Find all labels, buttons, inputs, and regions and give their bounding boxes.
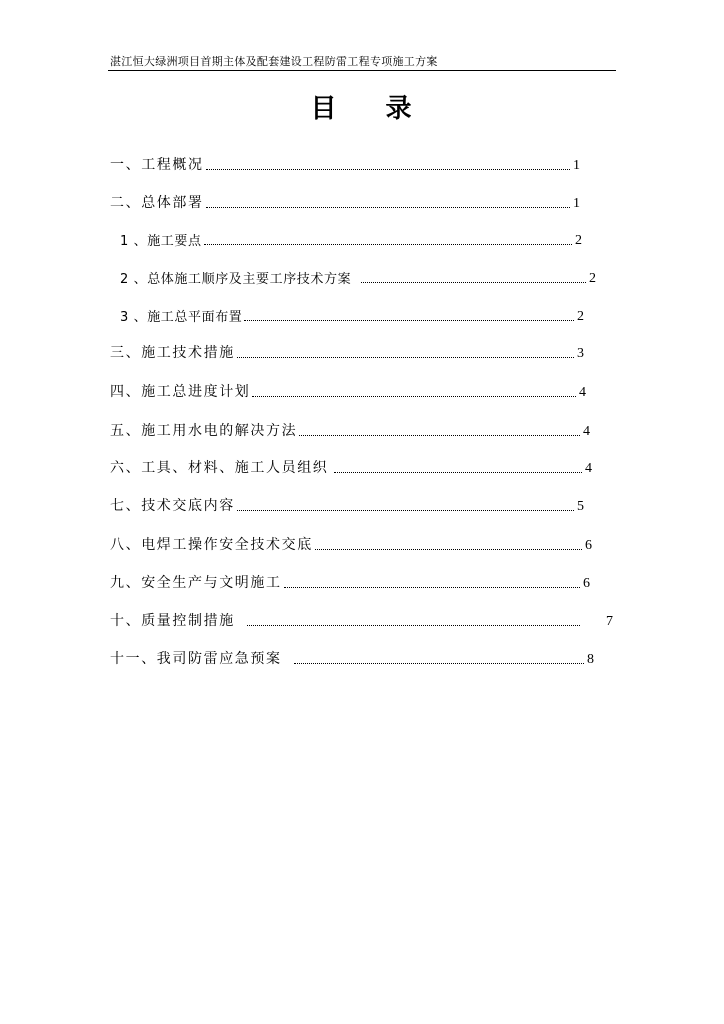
toc-entry-label: 3 、施工总平面布置 xyxy=(120,310,243,325)
toc-entry-page-number: 2 xyxy=(577,309,584,324)
dot-leader xyxy=(206,207,570,208)
toc-entry-label: 四、施工总进度计划 xyxy=(110,384,251,400)
toc-entry-label: 七、技术交底内容 xyxy=(110,498,235,514)
toc-entry xyxy=(110,648,594,668)
toc-entry-page-number: 3 xyxy=(577,346,584,361)
dot-leader xyxy=(206,169,570,170)
toc-entry xyxy=(110,154,580,174)
toc-entry-page-number: 2 xyxy=(589,271,596,286)
toc-entry-page-number: 6 xyxy=(585,538,592,553)
dot-leader xyxy=(237,510,574,511)
dot-leader xyxy=(252,396,576,397)
toc-entry xyxy=(110,534,592,554)
toc-entry xyxy=(120,229,582,249)
toc-entry-page-number: 4 xyxy=(583,424,590,439)
toc-entry xyxy=(110,495,584,515)
dot-leader xyxy=(244,320,574,321)
toc-entry-page-number: 8 xyxy=(587,652,594,667)
toc-entry xyxy=(110,610,613,630)
toc-entry xyxy=(110,420,590,440)
dot-leader xyxy=(237,357,574,358)
dot-leader xyxy=(315,549,582,550)
dot-leader xyxy=(361,282,586,283)
toc-entry xyxy=(110,342,584,362)
toc-entry-label: 五、施工用水电的解决方法 xyxy=(110,423,298,439)
toc-entry-page-number: 2 xyxy=(575,233,582,248)
toc-entry xyxy=(110,457,592,477)
toc-entry xyxy=(110,192,580,212)
dot-leader xyxy=(334,472,582,473)
toc-entry-label: 九、安全生产与文明施工 xyxy=(110,575,282,591)
dot-leader xyxy=(247,625,580,626)
toc-entry-label: 六、工具、材料、施工人员组织 xyxy=(110,460,329,476)
toc-entry-label: 十、质量控制措施 xyxy=(110,613,235,629)
dot-leader xyxy=(294,663,584,664)
toc-entry-page-number: 5 xyxy=(577,499,584,514)
toc-entry-page-number: 4 xyxy=(585,461,592,476)
toc-entry-label: 八、电焊工操作安全技术交底 xyxy=(110,537,313,553)
toc-entry-page-number: 1 xyxy=(573,196,580,211)
toc-entry-page-number: 6 xyxy=(583,576,590,591)
toc-entry-label: 三、施工技术措施 xyxy=(110,345,235,361)
toc-entry-label: 二、总体部署 xyxy=(110,195,204,211)
toc-entry-label: 一、工程概况 xyxy=(110,157,204,173)
toc-title: 目 录 xyxy=(310,94,414,124)
toc-entry xyxy=(110,572,590,592)
toc-entry xyxy=(110,381,586,401)
toc-entry xyxy=(120,305,584,325)
toc-entry-label: 十一、我司防雷应急预案 xyxy=(110,651,282,667)
dot-leader xyxy=(284,587,580,588)
running-header: 湛江恒大绿洲项目首期主体及配套建设工程防雷工程专项施工方案 xyxy=(110,55,438,68)
dot-leader xyxy=(299,435,580,436)
toc-entry-page-number: 1 xyxy=(573,158,580,173)
toc-entry-page-number: 7 xyxy=(606,614,613,629)
dot-leader xyxy=(204,244,572,245)
toc-entry-label: 2 、总体施工顺序及主要工序技术方案 xyxy=(120,272,352,287)
toc-entry-label: 1 、施工要点 xyxy=(120,234,202,249)
toc-entry xyxy=(120,267,596,287)
toc-entry-page-number: 4 xyxy=(579,385,586,400)
header-rule xyxy=(108,70,616,71)
